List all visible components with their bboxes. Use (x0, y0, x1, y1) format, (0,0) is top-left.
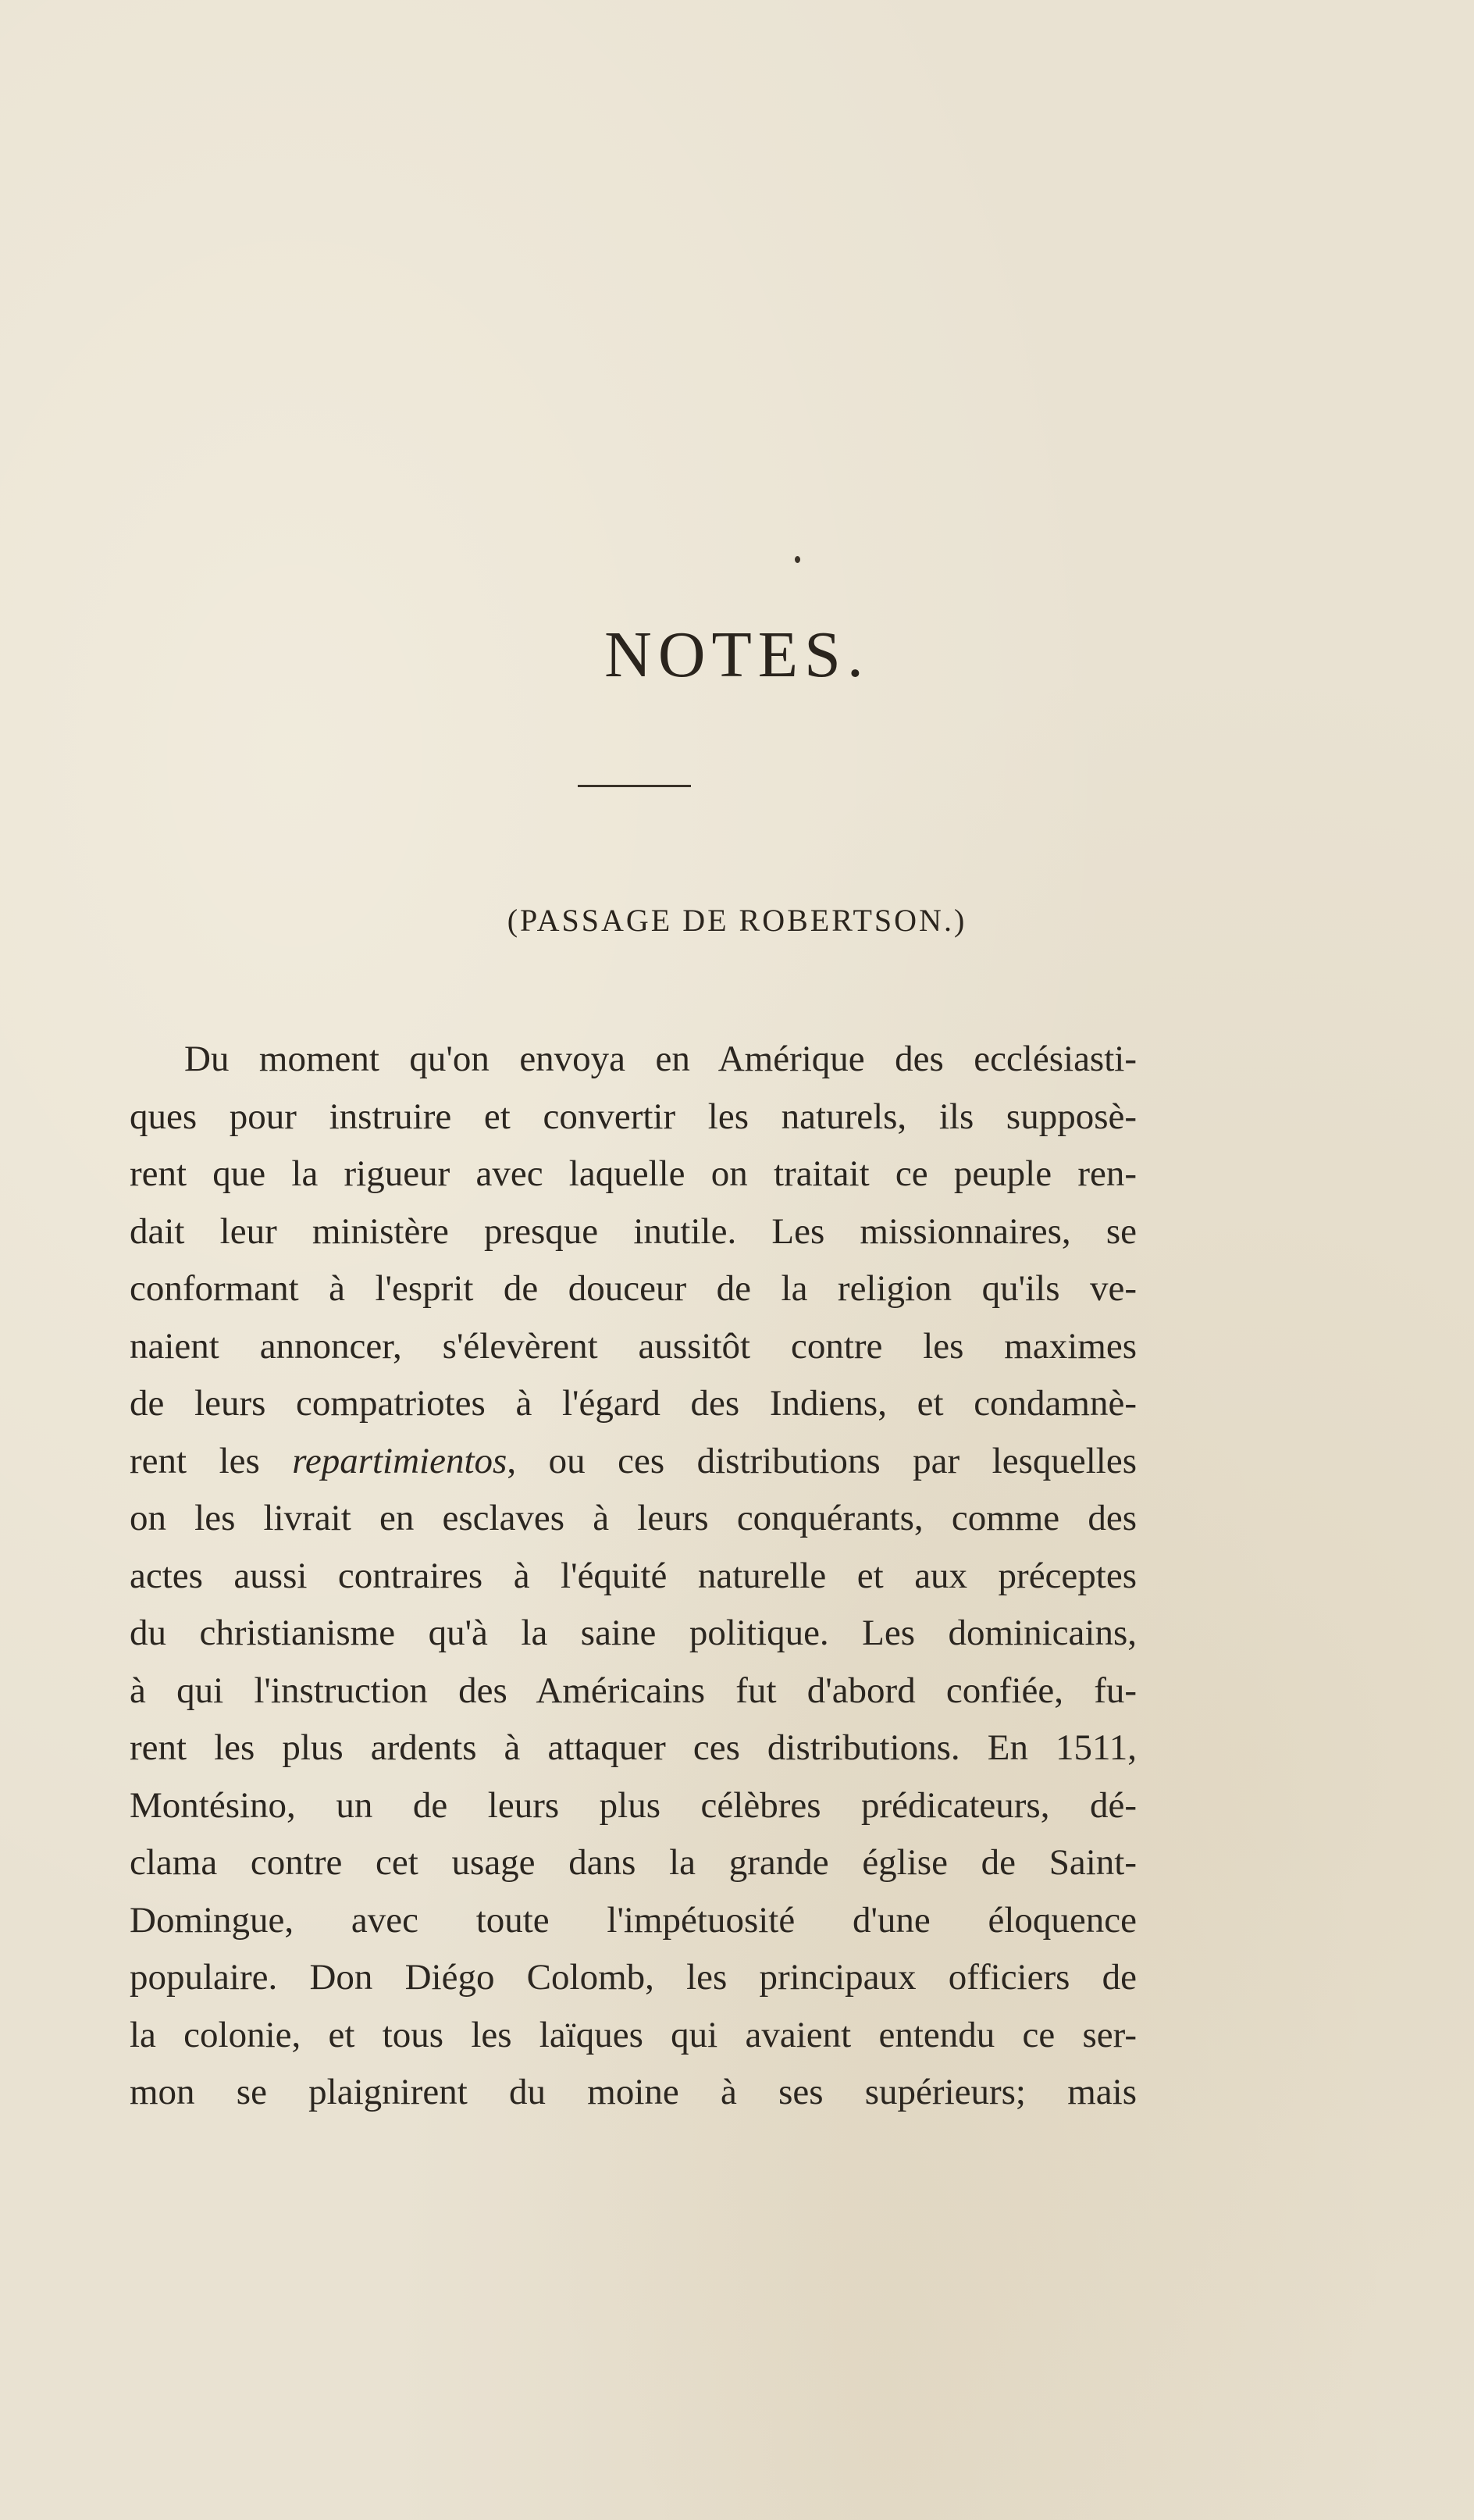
text-line: à qui l'instruction des Américains fut d'abord confiée, fu- (130, 1670, 1137, 1711)
ink-speck (795, 556, 800, 563)
text-line: actes aussi contraires à l'équité naturelle et aux préceptes (130, 1555, 1137, 1596)
text-line: Domingue, avec toute l'impétuosité d'une éloquence (130, 1899, 1137, 1941)
text-line: rent que la rigueur avec laquelle on traitait ce peuple ren- (130, 1153, 1137, 1194)
text-line: conformant à l'esprit de douceur de la religion qu'ils ve- (130, 1268, 1137, 1309)
text-line: on les livrait en esclaves à leurs conquérants, comme des (130, 1498, 1137, 1538)
text-line: clama contre cet usage dans la grande église de Saint- (130, 1842, 1137, 1883)
text-line: populaire. Don Diégo Colomb, les principaux officiers de (130, 1957, 1137, 1998)
text-line: de leurs compatriotes à l'égard des Indiens, et condamnè- (130, 1383, 1137, 1424)
text-line: rent les plus ardents à attaquer ces distributions. En 1511, (130, 1727, 1137, 1768)
text-line: mon se plaignirent du moine à ses supérieurs; mais (130, 2072, 1137, 2112)
text-line: Du moment qu'on envoya en Amérique des ecclésiasti- (184, 1039, 1137, 1079)
body-paragraph (130, 1031, 1137, 2122)
text-line: dait leur ministère presque inutile. Les missionnaires, se (130, 1210, 1137, 1252)
text-line: naient annoncer, s'élevèrent aussitôt contre les maximes (130, 1325, 1137, 1367)
italic-term: repartimientos (292, 1440, 507, 1481)
text-line-with-italic (130, 1433, 1137, 1491)
line-segment: , ou ces distributions par lesquelles (507, 1440, 1137, 1481)
title-divider (578, 785, 691, 787)
page-title: NOTES. (604, 618, 870, 691)
text-line: Montésino, un de leurs plus célèbres prédicateurs, dé- (130, 1784, 1137, 1826)
line-segment: rent les (130, 1440, 293, 1481)
text-line: la colonie, et tous les laïques qui avaient entendu ce ser- (130, 2014, 1137, 2055)
text-line: ques pour instruire et convertir les naturels, ils supposè- (130, 1096, 1137, 1137)
text-line: du christianisme qu'à la saine politique. Les dominicains, (130, 1613, 1137, 1653)
section-subtitle: (PASSAGE DE ROBERTSON.) (507, 903, 967, 938)
